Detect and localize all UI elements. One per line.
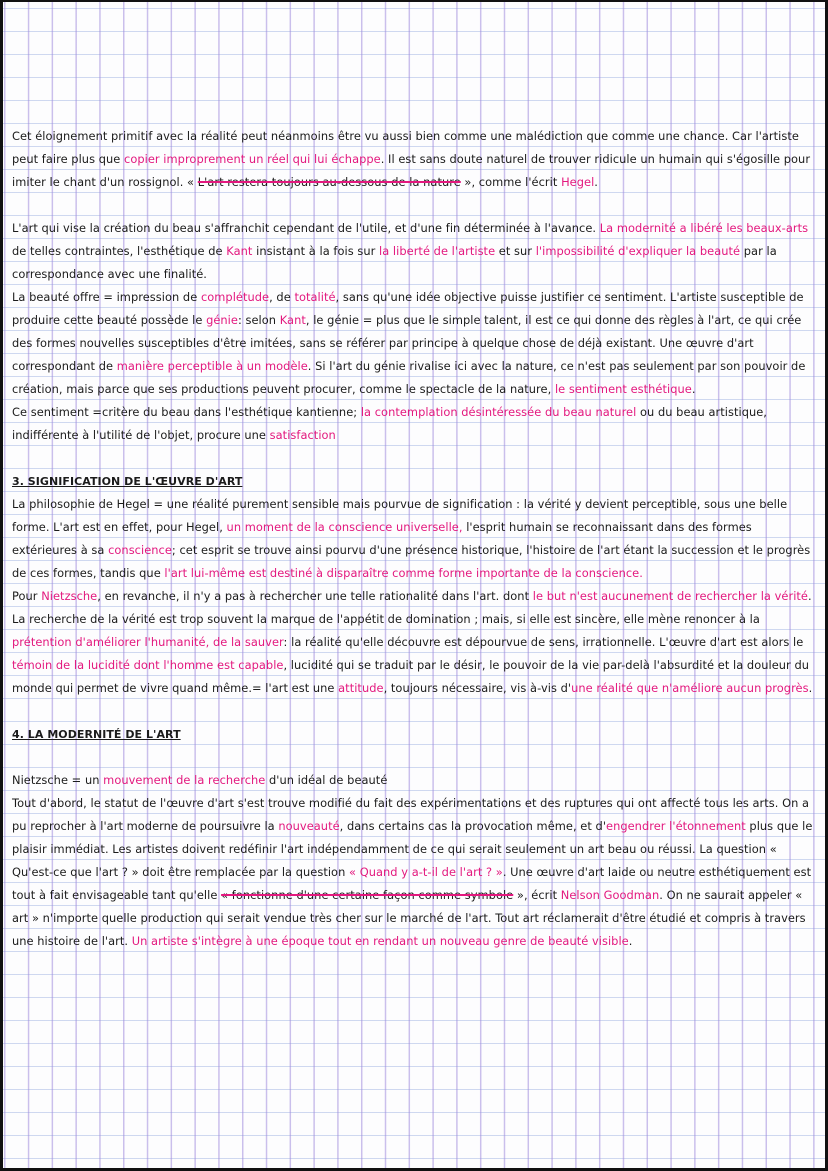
text-run: et sur — [495, 244, 536, 258]
highlighted-text: Un artiste s'intègre à une époque tout en rendant un nouveau genre de beauté visible — [131, 934, 629, 948]
highlighted-text: Kant — [226, 244, 253, 258]
text-run: . Il est sans doute naturel de trouver ridicule un humain qui s'égosille pour imiter le chant d'un rossignol. « — [12, 152, 811, 189]
text-run: , sans qu'une idée objective puisse justifier ce sentiment. L'artiste susceptible de produire cette beauté possède le — [12, 290, 804, 327]
highlighted-text: manière perceptible à un modèle — [116, 359, 308, 373]
text-run: », écrit — [513, 888, 561, 902]
paragraph — [12, 792, 818, 953]
highlighted-text: l'art lui-même est destiné à disparaître comme forme importante de la conscience. — [164, 566, 643, 580]
highlighted-text: le sentiment esthétique — [554, 382, 692, 396]
highlighted-text: satisfaction — [269, 428, 336, 442]
text-run: , en revanche, il n'y a pas à rechercher une telle rationalité dans l'art. dont — [97, 589, 533, 603]
highlighted-text: génie — [206, 313, 238, 327]
highlighted-text: Nietzsche — [41, 589, 98, 603]
text-run: , de — [269, 290, 295, 304]
blank-line — [12, 447, 818, 470]
highlighted-text: un moment de la conscience universelle, — [226, 520, 463, 534]
text-run: . La recherche de la vérité est trop souvent la marque de l'appétit de domination ; mais, si elle est sincère, elle mène renoncer à la — [12, 589, 812, 626]
text-run: insistant à la fois sur — [252, 244, 380, 258]
blank-line — [12, 700, 818, 723]
text-run: : la réalité qu'elle découvre est dépourvue de sens, irrationnelle. L'œuvre d'art est alors le — [283, 635, 804, 649]
highlighted-text: la liberté de l'artiste — [379, 244, 496, 258]
text-run: Nietzsche = un — [12, 773, 104, 787]
text-run: . — [628, 934, 633, 948]
blank-line — [12, 746, 818, 769]
text-run: . Si l'art du génie rivalise ici avec la nature, ce n'est pas seulement par son pouvoir de création, mais parce que ses productions peuvent procurer, comme le spectacle de la nature, — [12, 359, 806, 396]
highlighted-text: la contemplation désintéressée du beau naturel — [360, 405, 637, 419]
text-run: ou du beau artistique, indifférente à l'utilité de l'objet, procure une — [12, 405, 767, 442]
blank-line — [12, 194, 818, 217]
struck-text: « fonctionne d'une certaine façon comme symbole — [221, 888, 514, 902]
paragraph — [12, 585, 818, 700]
highlighted-text: prétention d'améliorer l'humanité, de la sauver — [12, 635, 284, 649]
highlighted-text: une réalité que n'améliore aucun progrès — [571, 681, 809, 695]
highlighted-text: totalité — [294, 290, 336, 304]
text-run: La philosophie de Hegel = une réalité purement sensible mais pourvue de signification : la vérité y devient perceptible, sous une belle forme. L'art est en effet, pour Hegel, — [12, 497, 788, 534]
text-run: , lucidité qui se traduit par le désir, le pouvoir de la vie par-delà l'absurdité et la douleur du monde qui permet de vivre quand même.= l'art est une — [12, 658, 809, 695]
notebook-page — [12, 125, 818, 953]
paragraph — [12, 493, 818, 585]
text-run: , le génie = plus que le simple talent, il est ce qui donne des règles à l'art, ce qui crée des formes nouvelles susceptibles d'être imitées, sans se référer par principe à quelque chose de déjà existant. Une œuvre d'art correspondant de — [12, 313, 802, 373]
text-run: d'un idéal de beauté — [265, 773, 388, 787]
text-run: Pour — [12, 589, 42, 603]
text-run: », comme l'écrit — [460, 175, 562, 189]
paragraph — [12, 769, 818, 792]
text-run: Ce sentiment =critère du beau dans l'esthétique kantienne; — [12, 405, 361, 419]
text-run: , toujours nécessaire, vis à-vis d' — [383, 681, 572, 695]
text-run: . — [691, 382, 696, 396]
text-run: . On ne saurait appeler « art » n'importe quelle production qui serait vendue très cher sur le marché de l'art. Tout art réclamerait d'être étudié et compris à travers une histoire de l'art. — [12, 888, 806, 948]
highlighted-text: Hegel — [561, 175, 595, 189]
text-run: L'art qui vise la création du beau s'affranchit cependant de l'utile, et d'une fin déterminée à l'avance. — [12, 221, 600, 235]
text-run: ; cet esprit se trouve ainsi pourvu d'une présence historique, l'histoire de l'art étant la succession et le progrès de ces formes, tandis que — [12, 543, 811, 580]
text-run: plus que le plaisir immédiat. Les artistes doivent redéfinir l'art indépendamment de ce qui serait seulement un art beau ou réussi. La question « Qu'est-ce que l'art ? » doit être remplacée par la question — [12, 819, 813, 879]
paragraph — [12, 125, 818, 194]
highlighted-text: La modernité a libéré les beaux-arts — [599, 221, 809, 235]
paragraph — [12, 401, 818, 447]
highlighted-text: attitude — [338, 681, 384, 695]
text-run: La beauté offre = impression de — [12, 290, 201, 304]
text-run: . Une œuvre d'art laide ou neutre esthétiquement est tout à fait envisageable tant qu'elle — [12, 865, 812, 902]
highlighted-text: l'impossibilité d'expliquer la beauté — [535, 244, 741, 258]
text-run: Tout d'abord, le statut de l'œuvre d'art s'est trouve modifié du fait des expérimentations et des ruptures qui ont affecté tous les arts. On a pu reprocher à l'art moderne de poursuivre la — [12, 796, 810, 833]
paragraph — [12, 286, 818, 401]
highlighted-text: engendrer l'étonnement — [606, 819, 746, 833]
text-run: , dans certains cas la provocation même, et d' — [339, 819, 607, 833]
text-run: : selon — [237, 313, 280, 327]
highlighted-text: « Quand y a-t-il de l'art ? » — [349, 865, 503, 879]
highlighted-text: complétude — [200, 290, 270, 304]
highlighted-text: témoin de la lucidité dont l'homme est capable — [12, 658, 284, 672]
highlighted-text: Nelson Goodman — [560, 888, 660, 902]
highlighted-text: Kant — [279, 313, 306, 327]
highlighted-text: mouvement de la recherche — [103, 773, 266, 787]
text-run: l'esprit humain se reconnaissant dans des formes extérieures à sa — [12, 520, 752, 557]
highlighted-text: nouveauté — [278, 819, 340, 833]
highlighted-text: le but n'est aucunement de rechercher la vérité — [532, 589, 808, 603]
text-run: de telles contraintes, l'esthétique de — [12, 244, 227, 258]
section-heading: 3. SIGNIFICATION DE L'ŒUVRE D'ART — [12, 475, 243, 488]
text-run: . — [808, 681, 813, 695]
struck-text: L'art restera toujours au-dessous de la nature — [197, 175, 461, 189]
highlighted-text: copier improprement un réel qui lui échappe — [124, 152, 381, 166]
paragraph — [12, 217, 818, 286]
highlighted-text: conscience — [108, 543, 172, 557]
text-run: par la correspondance avec une finalité. — [12, 244, 777, 281]
text-run: . — [594, 175, 598, 189]
section-heading: 4. LA MODERNITÉ DE L'ART — [12, 728, 181, 741]
text-run: Cet éloignement primitif avec la réalité peut néanmoins être vu aussi bien comme une malédiction que comme une chance. Car l'artiste peut faire plus que — [12, 129, 799, 166]
